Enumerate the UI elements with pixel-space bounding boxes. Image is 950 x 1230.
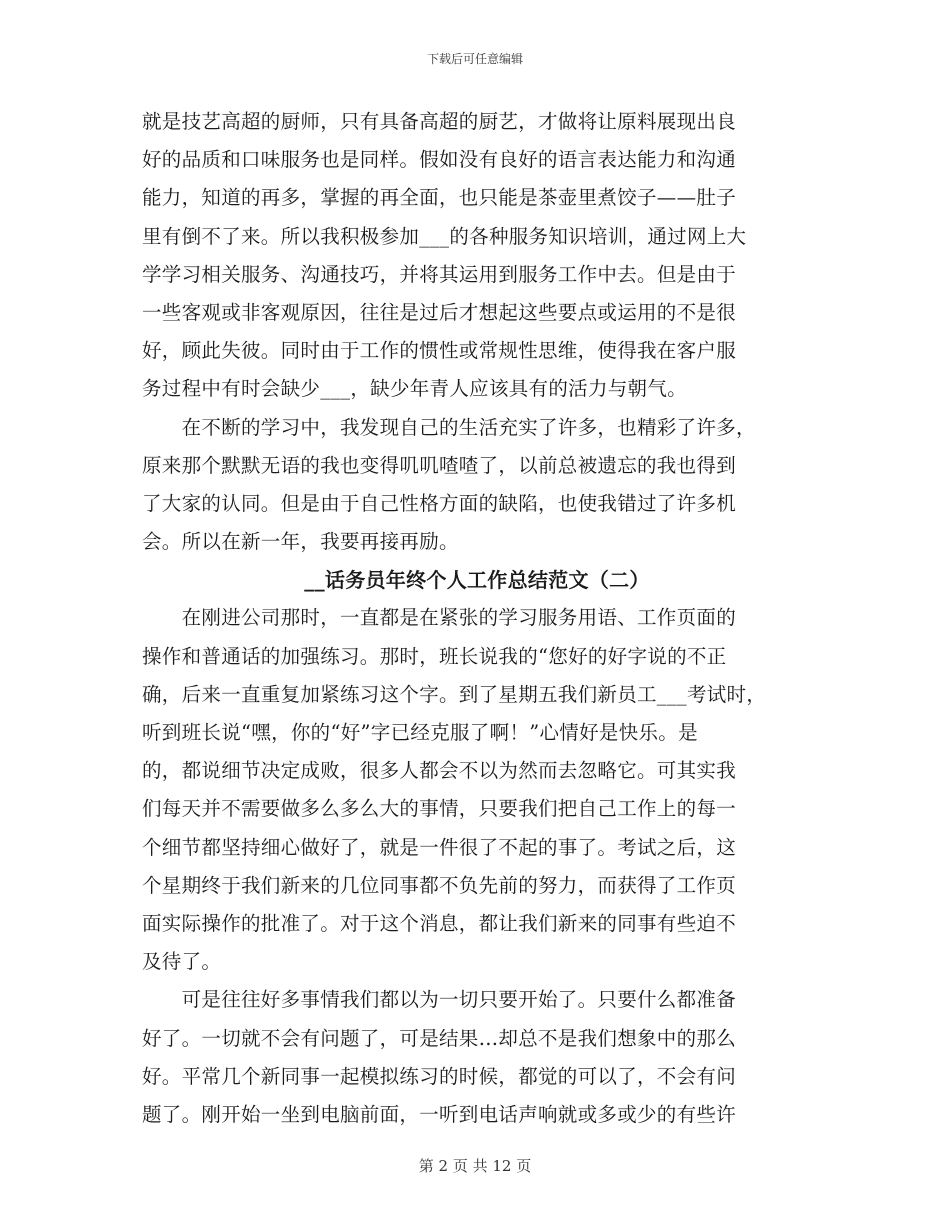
section-title: __话务员年终个人工作总结范文（二）	[304, 568, 650, 593]
text-line: 好了。一切就不会有问题了，可是结果…却总不是我们想象中的那么	[142, 1026, 737, 1050]
document-body	[142, 103, 812, 1134]
text-line: 面实际操作的批准了。对于这个消息，都让我们新来的同事有些迫不	[142, 911, 737, 935]
text-line: 的，都说细节决定成败，很多人都会不以为然而去忽略它。可其实我	[142, 759, 737, 783]
text-line: 个细节都坚持细心做好了，就是一件很了不起的事了。考试之后，这	[142, 835, 737, 859]
text-line: 操作和普通话的加强练习。那时，班长说我的“您好的好字说的不正	[142, 644, 727, 668]
text-line: 确，后来一直重复加紧练习这个字。到了星期五我们新员工___考试时，	[142, 682, 767, 706]
text-line: 务过程中有时会缺少___，缺少年青人应该具有的活力与朝气。	[142, 377, 687, 401]
text-line: 好。平常几个新同事一起模拟练习的时候，都觉的可以了，不会有问	[142, 1064, 737, 1088]
text-line: 听到班长说“嘿，你的“好”字已经克服了啊！”心情好是快乐。是	[142, 721, 698, 744]
page-header: 下载后可任意编辑	[426, 52, 523, 66]
text-line: 们每天并不需要做多么多么大的事情，只要我们把自己工作上的每一	[142, 797, 737, 821]
text-line: 一些客观或非客观原因，往往是过后才想起这些要点或运用的不是很	[142, 300, 737, 324]
text-line: 了大家的认同。但是由于自己性格方面的缺陷，也使我错过了许多机	[142, 491, 737, 515]
text-line: 原来那个默默无语的我也变得叽叽喳喳了，以前总被遗忘的我也得到	[142, 453, 737, 477]
text-line: 好，顾此失彼。同时由于工作的惯性或常规性思维，使得我在客户服	[142, 339, 737, 363]
text-line: 在刚进公司那时，一直都是在紧张的学习服务用语、工作页面的	[142, 606, 737, 630]
text-line: 可是往往好多事情我们都以为一切只要开始了。只要什么都准备	[142, 988, 737, 1012]
text-line: 好的品质和口味服务也是同样。假如没有良好的语言表达能力和沟通	[142, 148, 737, 172]
text-line: 学学习相关服务、沟通技巧，并将其运用到服务工作中去。但是由于	[142, 262, 737, 286]
text-line: 题了。刚开始一坐到电脑前面，一听到电话声响就或多或少的有些许	[142, 1102, 737, 1126]
text-line: 个星期终于我们新来的几位同事都不负先前的努力，而获得了工作页	[142, 873, 737, 897]
text-line: 及待了。	[142, 950, 222, 974]
text-line: 会。所以在新一年，我要再接再励。	[142, 530, 459, 554]
text-line: 就是技艺高超的厨师，只有具备高超的厨艺，才做将让原料展现出良	[142, 110, 737, 133]
text-line: 能力，知道的再多，掌握的再全面，也只能是茶壶里煮饺子——肚子	[142, 186, 736, 210]
text-line: 在不断的学习中，我发现自己的生活充实了许多，也精彩了许多，	[142, 415, 756, 439]
page-footer: 第 2 页 共 12 页	[418, 1157, 532, 1175]
text-line: 里有倒不了来。所以我积极参加___的各种服务知识培训，通过网上大	[142, 224, 747, 248]
